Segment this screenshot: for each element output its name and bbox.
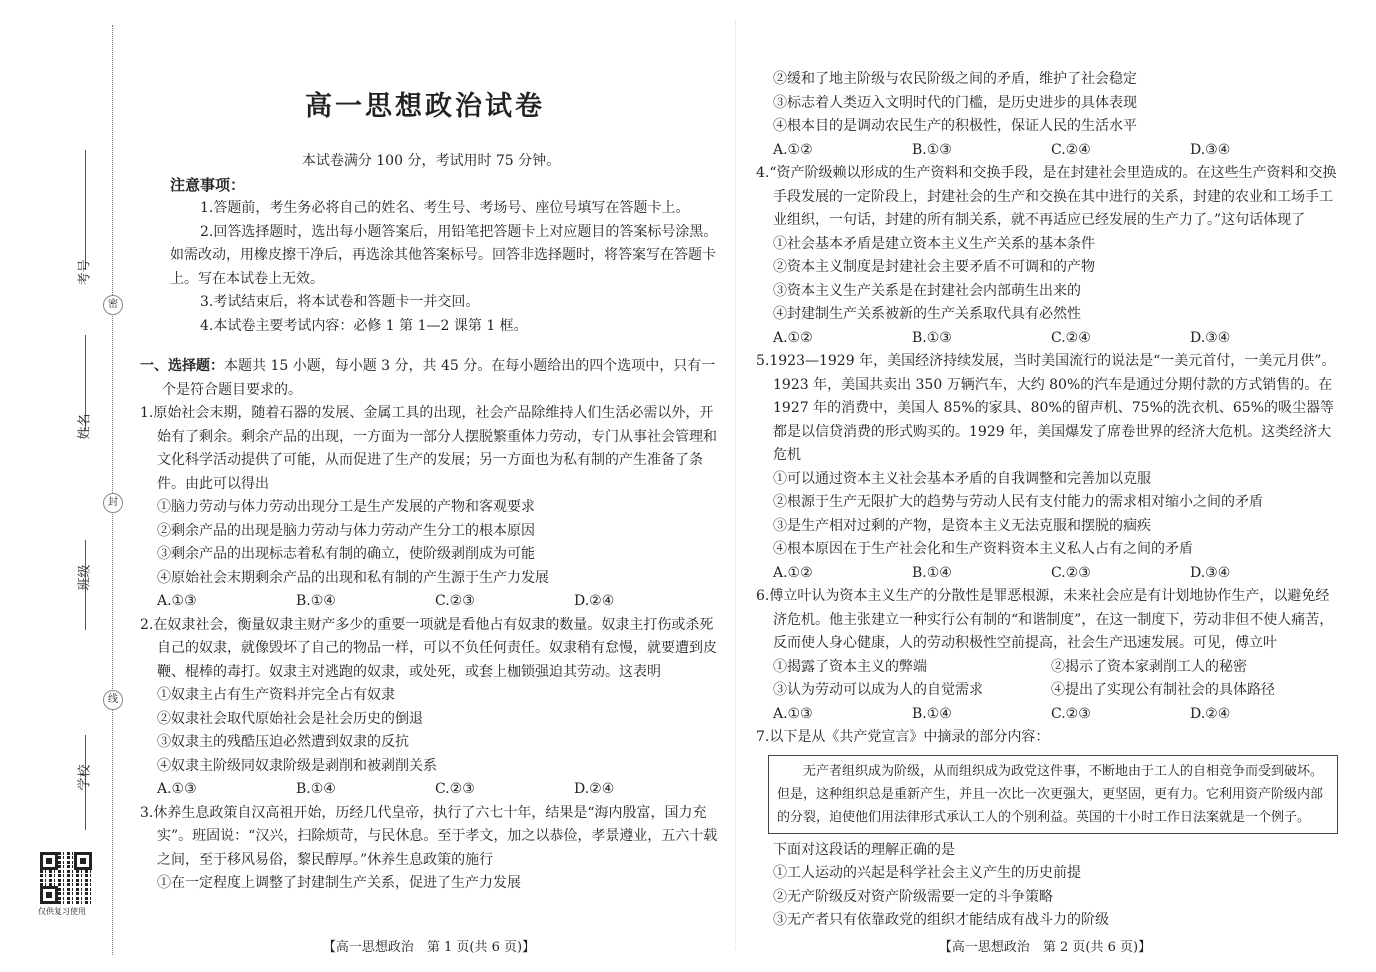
statement-item: ④提出了实现公有制社会的具体路径 [1051, 682, 1275, 698]
answer-option[interactable]: D.②④ [574, 593, 615, 609]
question [756, 162, 1338, 350]
statement-item: ③奴隶主的残酷压迫必然遭到奴隶的反抗 [157, 734, 409, 750]
page-1-column [140, 150, 722, 896]
answer-option[interactable]: B.①④ [296, 781, 336, 797]
answer-option[interactable]: C.②④ [1051, 329, 1091, 346]
name-label: 姓名 [77, 413, 93, 440]
question-stem: 2.在奴隶社会，衡量奴隶主财产多少的重要一项就是看他占有奴隶的数量。奴隶主打伤或杀死自己的奴隶，就像毁坏了自己的物品一样，可以不负任何责任。奴隶稍有怠慢，就要遭到皮鞭、棍棒的毒打。奴隶主对逃跑的奴隶，或处死，或套上枷锁强迫其劳动。这表明 [140, 616, 717, 680]
statement-item: ②根源于生产无限扩大的趋势与劳动人民有支付能力的需求相对缩小之间的矛盾 [773, 494, 1263, 510]
statement-item: ①工人运动的兴起是科学社会主义产生的历史前提 [773, 865, 1081, 881]
question-3-continued [756, 68, 1338, 162]
question [756, 726, 1338, 933]
section-heading [140, 355, 722, 402]
answer-option[interactable]: D.③④ [1190, 329, 1231, 346]
statement-row [756, 656, 1338, 680]
answer-option[interactable]: A.①② [773, 564, 813, 581]
answer-option[interactable]: A.①③ [157, 593, 197, 609]
section-text: 本题共 15 小题，每小题 3 分，共 45 分。在每小题给出的四个选项中，只有一个是符合题目要求的。 [162, 358, 716, 398]
answer-option[interactable]: C.②③ [435, 781, 475, 797]
page-title: 高一思想政治试卷 [305, 91, 545, 122]
answer-option[interactable]: C.②③ [1051, 564, 1091, 581]
question-stem: 1.原始社会末期，随着石器的发展、金属工具的出现，社会产品除维持人们生活必需以外，开始有了剩余。剩余产品的出现，一方面为一部分人摆脱繁重体力劳动，专门从事社会管理和文化科学活动提供了可能，从而促进了生产的发展；另一方面也为私有制的产生准备了条件。由此可以得出 [140, 405, 717, 492]
answer-option[interactable]: D.②④ [1190, 705, 1231, 722]
page-2-column [756, 68, 1338, 933]
answer-options [140, 778, 722, 802]
seal-mark: 封 [103, 493, 123, 513]
question-prompt: 下面对这段话的理解正确的是 [773, 841, 955, 858]
field-line [85, 150, 86, 270]
answer-option[interactable]: A.①② [773, 141, 813, 158]
section-label: 一、选择题： [140, 358, 224, 374]
statement-item: ④原始社会末期剩余产品的出现和私有制的产生源于生产力发展 [157, 569, 549, 586]
statement-item: ②资本主义制度是封建社会主要矛盾不可调和的产物 [773, 259, 1095, 275]
statement-item: ③剩余产品的出现标志着私有制的确立，使阶级剥削成为可能 [157, 546, 535, 562]
answer-option[interactable]: D.③④ [1190, 141, 1231, 158]
question-stem: 7.以下是从《共产党宣言》中摘录的部分内容： [756, 729, 1050, 745]
statement-item: ①在一定程度上调整了封建制生产关系，促进了生产力发展 [157, 875, 521, 891]
question-stem: 3.休养生息政策自汉高祖开始，历经几代皇帝，执行了六七十年，结果是“海内殷富，国力充实”。班固说：“汉兴，扫除烦苛，与民休息。至于孝文，加之以恭俭，孝景遵业，五六十载之间，至于移风易俗，黎民醇厚。”休养生息政策的施行 [140, 804, 718, 868]
answer-options [140, 590, 722, 614]
statement-item: ①脑力劳动与体力劳动出现分工是生产发展的产物和客观要求 [157, 499, 535, 515]
statement-item: ②奴隶社会取代原始社会是社会历史的倒退 [157, 710, 423, 727]
answer-option[interactable]: B.①④ [912, 705, 952, 722]
notice-item: 1.答题前，考生务必将自己的姓名、考生号、考场号、座位号填写在答题卡上。 [200, 200, 690, 216]
question-stem: 6.傅立叶认为资本主义生产的分散性是罪恶根源，未来社会应是有计划地协作生产，以避免经济危机。他主张建立一种实行公有制的“和谐制度”，在这一制度下，劳动非但不使人痛苦，反而使人身心健康，人的劳动积极性空前提高，社会生产迅速发展。可见，傅立叶 [756, 588, 1334, 651]
question-stem: 4.“资产阶级赖以形成的生产资料和交换手段，是在封建社会里造成的。在这些生产资料和交换手段发展的一定阶段上，封建社会的生产和交换在其中进行的关系，封建的农业和工场手工业组织，一句话，封建的所有制关系，就不再适应已经发展的生产力了。”这句话体现了 [756, 165, 1337, 228]
question-list [140, 402, 722, 896]
answer-options [756, 562, 1338, 586]
answer-option[interactable]: A.①② [773, 329, 813, 346]
school-label: 学校 [77, 764, 93, 791]
qr-corner [40, 886, 58, 904]
answer-option[interactable]: A.①③ [773, 705, 813, 722]
notice-item: 3.考试结束后，将本试卷和答题卡一并交回。 [200, 294, 480, 310]
answer-option[interactable]: B.①④ [912, 564, 952, 581]
class-label: 班级 [77, 564, 93, 591]
statement-item: ③是生产相对过剩的产物，是资本主义无法克服和摆脱的痼疾 [773, 517, 1151, 534]
question [756, 350, 1338, 585]
statement-item: ①社会基本矛盾是建立资本主义生产关系的基本条件 [773, 235, 1095, 252]
statement-item: ③认为劳动可以成为人的自觉需求 [773, 682, 983, 698]
answer-option[interactable]: D.③④ [1190, 564, 1231, 581]
statement-row [756, 679, 1338, 703]
statement-item: ②剩余产品的出现是脑力劳动与体力劳动产生分工的根本原因 [157, 522, 535, 539]
question-list [756, 162, 1338, 933]
question [756, 68, 1338, 162]
statement-item: ②无产阶级反对资产阶级需要一定的斗争策略 [773, 888, 1053, 905]
answer-option[interactable]: C.②③ [1051, 705, 1091, 722]
statement-item: ②缓和了地主阶级与农民阶级之间的矛盾，维护了社会稳定 [773, 71, 1137, 87]
statement-item: ④根本目的是调动农民生产的积极性，保证人民的生活水平 [773, 118, 1137, 134]
statement-item: ③无产者只有依靠政党的组织才能结成有战斗力的阶级 [773, 912, 1109, 928]
answer-option[interactable]: A.①③ [157, 781, 197, 797]
statement-item: ③标志着人类迈入文明时代的门槛，是历史进步的具体表现 [773, 94, 1137, 111]
question [140, 614, 722, 802]
statement-item: ③资本主义生产关系是在封建社会内部萌生出来的 [773, 282, 1081, 299]
answer-option[interactable]: C.②③ [435, 593, 475, 609]
statement-item: ①奴隶主占有生产资料并完全占有奴隶 [157, 687, 395, 703]
seal-mark: 线 [103, 690, 123, 710]
page-divider [735, 20, 736, 950]
notice-item: 4.本试卷主要考试内容：必修 1 第 1—2 课第 1 框。 [200, 317, 528, 334]
question [756, 585, 1338, 726]
answer-options [756, 703, 1338, 727]
answer-option[interactable]: C.②④ [1051, 141, 1091, 158]
statement-item: ①可以通过资本主义社会基本矛盾的自我调整和完善加以克服 [773, 470, 1151, 487]
answer-option[interactable]: B.①④ [296, 593, 336, 609]
question [140, 802, 722, 896]
qr-corner [40, 852, 58, 870]
page-footer: 【高一思想政治 第 1 页(共 6 页)】 [322, 940, 536, 955]
statement-item: ④根本原因在于生产社会化和生产资料资本主义私人占有之间的矛盾 [773, 541, 1193, 557]
answer-options [756, 139, 1338, 163]
notice-item: 2.回答选择题时，选出每小题答案后，用铅笔把答题卡上对应题目的答案标号涂黑。如需改动，用橡皮擦干净后，再选涂其他答案标号。回答非选择题时，将答案写在答题卡上。写在本试卷上无效。 [170, 223, 718, 287]
answer-options [756, 327, 1338, 351]
seal-line [112, 25, 113, 955]
page-footer: 【高一思想政治 第 2 页(共 6 页)】 [938, 940, 1152, 955]
exam-number-label: 考号 [77, 259, 93, 286]
question [140, 402, 722, 614]
quote-box: 无产者组织成为阶级，从而组织成为政党这件事，不断地由于工人的自相竞争而受到破坏。但是，这种组织总是重新产生，并且一次比一次更强大，更坚固，更有力。它利用资产阶级内部的分裂，迫使他们用法律形式承认工人的个别利益。英国的十小时工作日法案就是一个例子。 [768, 755, 1338, 834]
notice-heading: 注意事项： [170, 175, 246, 194]
question-stem: 5.1923—1929 年，美国经济持续发展，当时美国流行的说法是“一美元首付，一美元月供”。1923 年，美国共卖出 350 万辆汽车，大约 80%的汽车是通过分期付款的方式销售的。在 1927 年的消费中，美国人 85%的家具、80%的留声机、75%的洗衣机、65%的吸尘器等都是以信贷消费的形式购买的。1929 年，美国爆发了席卷世界的经济大危机。这类经济大危机 [756, 353, 1336, 463]
seal-mark: 密 [103, 295, 123, 315]
qr-corner [74, 852, 92, 870]
answer-option[interactable]: B.①③ [912, 329, 952, 346]
statement-item: ②揭示了资本家剥削工人的秘密 [1051, 658, 1247, 675]
exam-info: 本试卷满分 100 分，考试用时 75 分钟。 [301, 153, 561, 169]
statement-item: ④奴隶主阶级同奴隶阶级是剥削和被剥削关系 [157, 757, 437, 774]
qr-caption: 仅供复习使用 [38, 907, 86, 916]
answer-option[interactable]: B.①③ [912, 141, 952, 158]
statement-item: ④封建制生产关系被新的生产关系取代具有必然性 [773, 306, 1081, 322]
answer-option[interactable]: D.②④ [574, 781, 615, 797]
statement-item: ①揭露了资本主义的弊端 [773, 658, 927, 675]
